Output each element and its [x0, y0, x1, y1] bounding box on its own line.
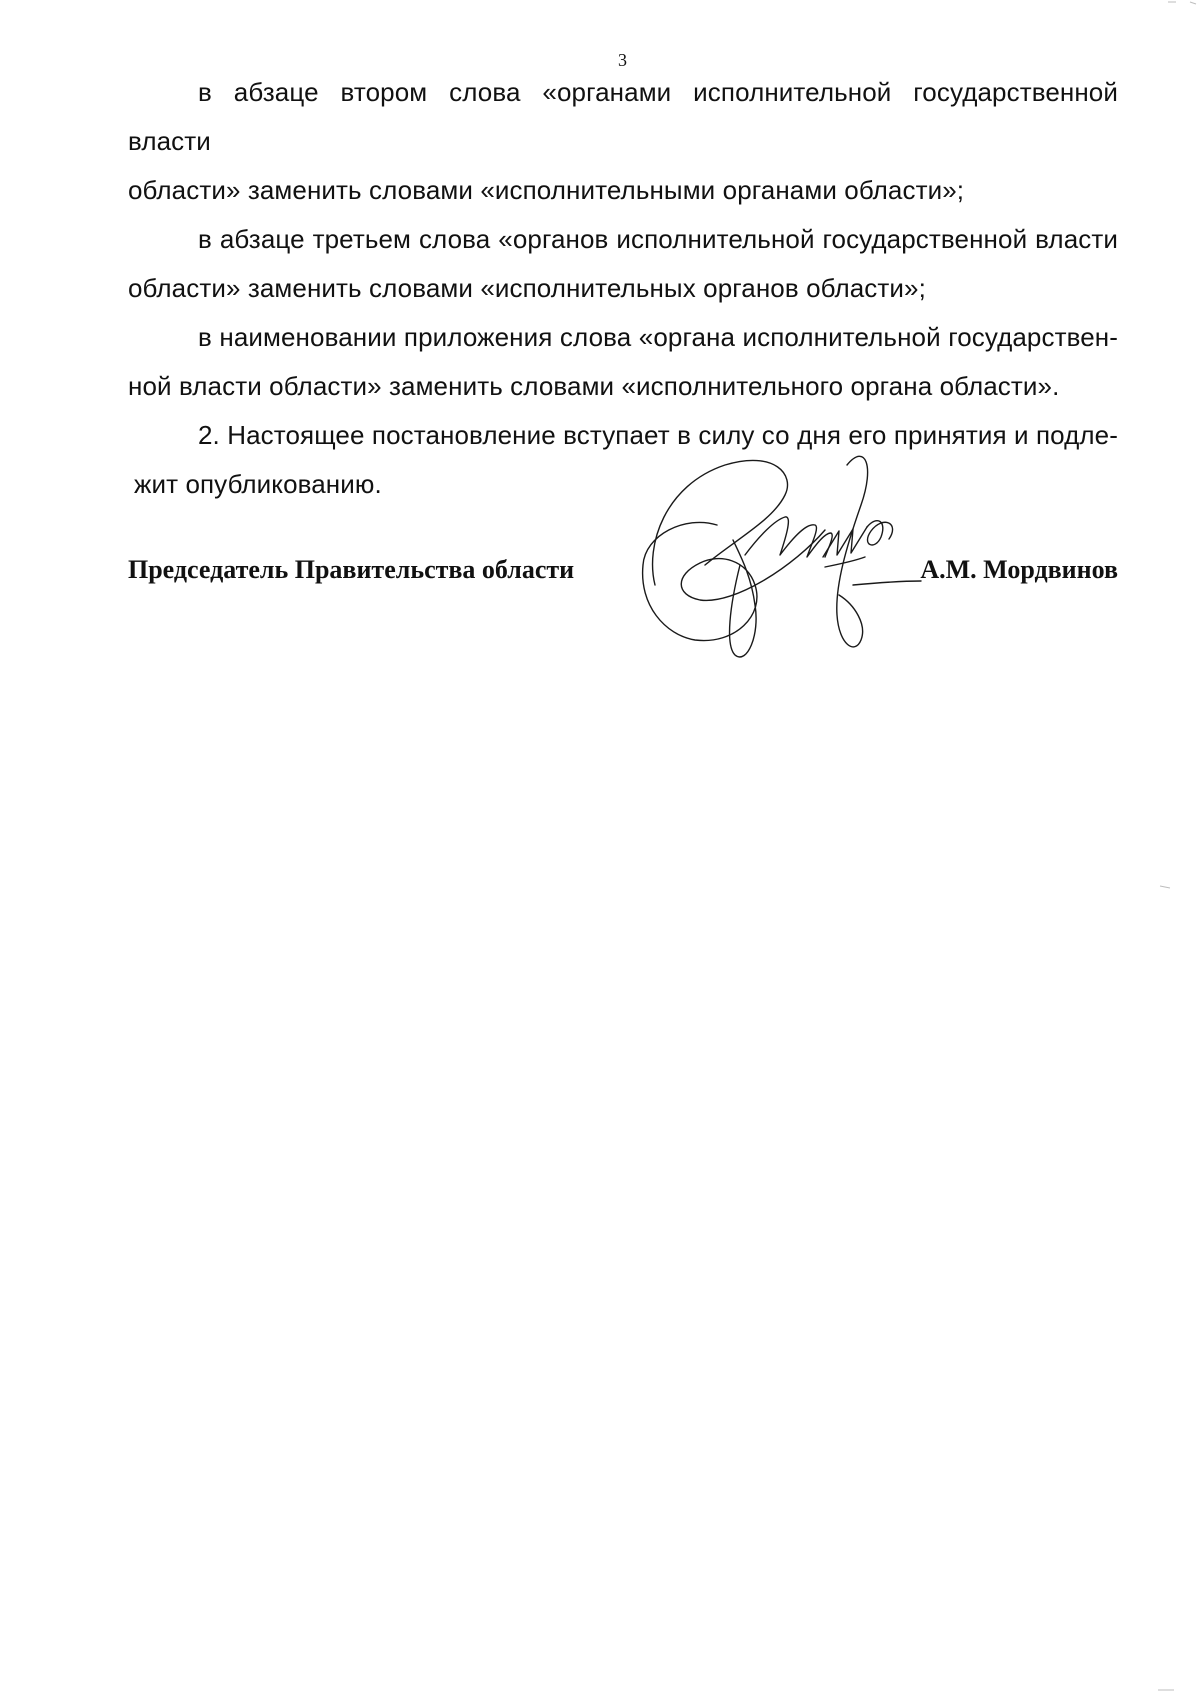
signature-block — [128, 555, 1118, 605]
page-number: 3 — [618, 50, 627, 70]
paragraph-1-line-2: области» заменить словами «исполнительными органами области»; — [128, 175, 965, 205]
paragraph-2 — [128, 215, 1118, 313]
paragraph-2-line-1: в абзаце третьем слова «органов исполнительной государственной власти — [198, 224, 1118, 254]
paragraph-4-line-2: жит опубликованию. — [134, 469, 382, 499]
paragraph-2-line-2: области» заменить словами «исполнительных органов области»; — [128, 273, 926, 303]
document-body — [128, 68, 1118, 509]
paragraph-1-line-1: в абзаце втором слова «органами исполнительной государственной власти — [128, 77, 1118, 156]
paragraph-3 — [128, 313, 1118, 411]
signer-name: А.М. Мордвинов — [920, 555, 1118, 584]
paragraph-3-line-1: в наименовании приложения слова «органа исполнительной государствен- — [198, 322, 1118, 352]
signer-title: Председатель Правительства области — [128, 555, 575, 584]
paragraph-3-line-2: ной власти области» заменить словами «исполнительного органа области». — [128, 371, 1060, 401]
paragraph-4-line-1: 2. Настоящее постановление вступает в силу со дня его принятия и подле- — [198, 420, 1118, 450]
scan-edge-marks — [1140, 0, 1200, 1697]
paragraph-4 — [128, 411, 1118, 509]
paragraph-1 — [128, 68, 1118, 215]
